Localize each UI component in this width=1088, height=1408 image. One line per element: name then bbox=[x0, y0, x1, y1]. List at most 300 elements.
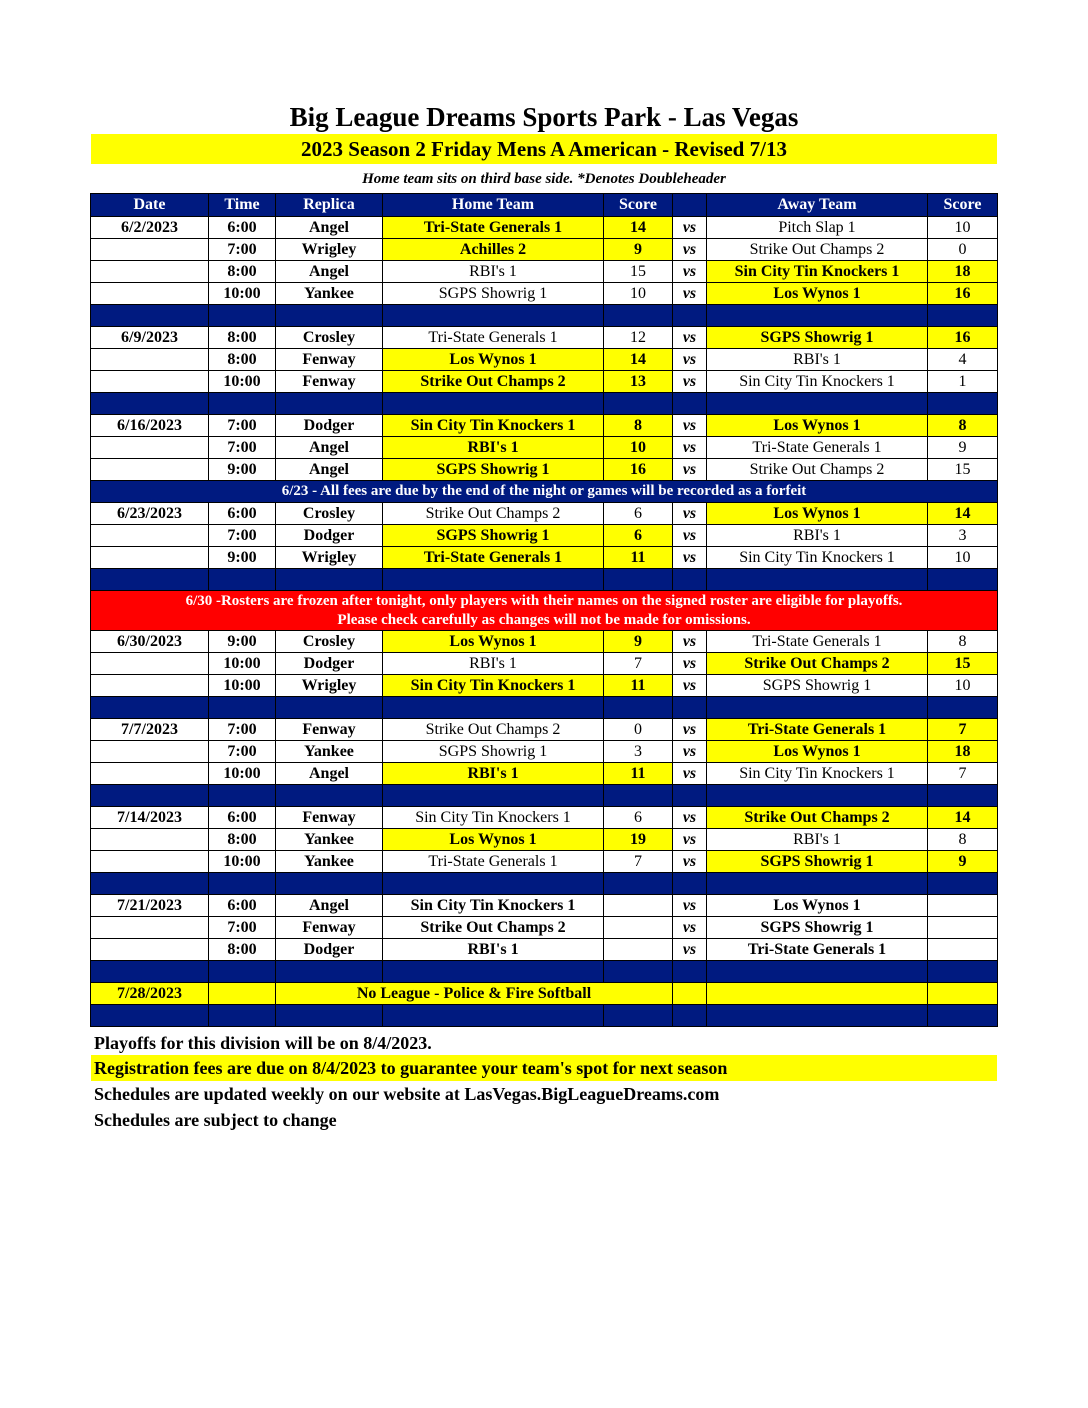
col-date: Date bbox=[91, 194, 209, 217]
home-score: 7 bbox=[604, 653, 673, 675]
away-team: SGPS Showrig 1 bbox=[707, 327, 928, 349]
vs-label: vs bbox=[673, 895, 707, 917]
game-field: Fenway bbox=[276, 371, 383, 393]
game-date: 7/7/2023 bbox=[91, 719, 209, 741]
vs-label: vs bbox=[673, 763, 707, 785]
vs-label: vs bbox=[673, 371, 707, 393]
separator-cell bbox=[928, 785, 998, 807]
vs-label: vs bbox=[673, 283, 707, 305]
game-field: Angel bbox=[276, 261, 383, 283]
away-team: Sin City Tin Knockers 1 bbox=[707, 547, 928, 569]
away-team: SGPS Showrig 1 bbox=[707, 851, 928, 873]
game-row bbox=[91, 525, 998, 547]
away-team: Strike Out Champs 2 bbox=[707, 239, 928, 261]
separator-cell bbox=[707, 873, 928, 895]
away-team: Los Wynos 1 bbox=[707, 895, 928, 917]
game-date bbox=[91, 349, 209, 371]
col-replica: Replica bbox=[276, 194, 383, 217]
home-score: 6 bbox=[604, 503, 673, 525]
home-team: Tri-State Generals 1 bbox=[383, 851, 604, 873]
game-time: 8:00 bbox=[209, 939, 276, 961]
home-team: Tri-State Generals 1 bbox=[383, 217, 604, 239]
vs-label: vs bbox=[673, 217, 707, 239]
home-team: RBI's 1 bbox=[383, 261, 604, 283]
game-row bbox=[91, 349, 998, 371]
home-team: SGPS Showrig 1 bbox=[383, 283, 604, 305]
week-separator bbox=[91, 569, 998, 591]
separator-cell bbox=[673, 305, 707, 327]
away-team: Sin City Tin Knockers 1 bbox=[707, 763, 928, 785]
away-team: Tri-State Generals 1 bbox=[707, 437, 928, 459]
week-separator bbox=[91, 393, 998, 415]
separator-cell bbox=[209, 305, 276, 327]
game-row bbox=[91, 239, 998, 261]
separator-cell bbox=[383, 961, 604, 983]
home-score: 16 bbox=[604, 459, 673, 481]
game-field: Yankee bbox=[276, 829, 383, 851]
game-date: 6/23/2023 bbox=[91, 503, 209, 525]
away-score: 9 bbox=[928, 437, 998, 459]
game-field: Angel bbox=[276, 437, 383, 459]
no-league-date: 7/28/2023 bbox=[91, 983, 209, 1005]
separator-cell bbox=[604, 697, 673, 719]
separator-cell bbox=[707, 305, 928, 327]
separator-cell bbox=[928, 393, 998, 415]
page-subtitle: 2023 Season 2 Friday Mens A American - Revised 7/13 bbox=[91, 134, 997, 164]
home-score: 11 bbox=[604, 763, 673, 785]
away-score: 4 bbox=[928, 349, 998, 371]
game-row bbox=[91, 829, 998, 851]
away-team: Los Wynos 1 bbox=[707, 415, 928, 437]
game-field: Wrigley bbox=[276, 547, 383, 569]
away-score: 1 bbox=[928, 371, 998, 393]
away-score: 10 bbox=[928, 547, 998, 569]
game-row bbox=[91, 763, 998, 785]
subject-to-change-note: Schedules are subject to change bbox=[94, 1110, 337, 1130]
away-score: 8 bbox=[928, 415, 998, 437]
game-row bbox=[91, 631, 998, 653]
separator-cell bbox=[673, 1005, 707, 1027]
no-league-row bbox=[91, 983, 998, 1005]
separator-cell bbox=[91, 961, 209, 983]
separator-cell bbox=[91, 569, 209, 591]
separator-cell bbox=[928, 697, 998, 719]
home-score: 13 bbox=[604, 371, 673, 393]
game-date bbox=[91, 741, 209, 763]
week-separator bbox=[91, 697, 998, 719]
home-score bbox=[604, 917, 673, 939]
vs-label: vs bbox=[673, 807, 707, 829]
separator-cell bbox=[91, 785, 209, 807]
away-score: 18 bbox=[928, 261, 998, 283]
away-score: 16 bbox=[928, 283, 998, 305]
roster-alert-row bbox=[91, 591, 998, 631]
home-score bbox=[604, 895, 673, 917]
game-time: 7:00 bbox=[209, 239, 276, 261]
home-score: 6 bbox=[604, 807, 673, 829]
home-score: 14 bbox=[604, 217, 673, 239]
separator-cell bbox=[383, 393, 604, 415]
game-time: 10:00 bbox=[209, 763, 276, 785]
vs-label: vs bbox=[673, 939, 707, 961]
separator-cell bbox=[209, 961, 276, 983]
away-team: Tri-State Generals 1 bbox=[707, 939, 928, 961]
home-team: SGPS Showrig 1 bbox=[383, 459, 604, 481]
col-away-score: Score bbox=[928, 194, 998, 217]
separator-cell bbox=[928, 305, 998, 327]
col-vs bbox=[673, 194, 707, 217]
game-time: 8:00 bbox=[209, 327, 276, 349]
separator-cell bbox=[276, 961, 383, 983]
game-time: 7:00 bbox=[209, 917, 276, 939]
home-score: 9 bbox=[604, 239, 673, 261]
separator-cell bbox=[276, 569, 383, 591]
separator-cell bbox=[928, 1005, 998, 1027]
game-date bbox=[91, 763, 209, 785]
away-score: 10 bbox=[928, 675, 998, 697]
game-date: 6/9/2023 bbox=[91, 327, 209, 349]
game-date bbox=[91, 459, 209, 481]
home-score: 3 bbox=[604, 741, 673, 763]
home-score: 9 bbox=[604, 631, 673, 653]
game-field: Fenway bbox=[276, 917, 383, 939]
away-score: 8 bbox=[928, 829, 998, 851]
vs-label: vs bbox=[673, 459, 707, 481]
game-time: 10:00 bbox=[209, 675, 276, 697]
game-time: 10:00 bbox=[209, 371, 276, 393]
game-date: 7/14/2023 bbox=[91, 807, 209, 829]
home-team: Achilles 2 bbox=[383, 239, 604, 261]
game-time: 6:00 bbox=[209, 503, 276, 525]
home-team: Strike Out Champs 2 bbox=[383, 371, 604, 393]
separator-cell bbox=[604, 961, 673, 983]
away-team: Strike Out Champs 2 bbox=[707, 807, 928, 829]
vs-label: vs bbox=[673, 503, 707, 525]
home-score bbox=[604, 939, 673, 961]
separator-cell bbox=[604, 393, 673, 415]
vs-label: vs bbox=[673, 917, 707, 939]
game-field: Crosley bbox=[276, 327, 383, 349]
vs-label: vs bbox=[673, 719, 707, 741]
separator-cell bbox=[707, 569, 928, 591]
home-team: RBI's 1 bbox=[383, 763, 604, 785]
game-time: 9:00 bbox=[209, 547, 276, 569]
vs-label: vs bbox=[673, 525, 707, 547]
home-team: Tri-State Generals 1 bbox=[383, 327, 604, 349]
away-team: Strike Out Champs 2 bbox=[707, 653, 928, 675]
col-home-team: Home Team bbox=[383, 194, 604, 217]
separator-cell bbox=[383, 697, 604, 719]
separator-cell bbox=[383, 873, 604, 895]
game-time: 6:00 bbox=[209, 217, 276, 239]
home-team: Los Wynos 1 bbox=[383, 829, 604, 851]
game-time: 10:00 bbox=[209, 283, 276, 305]
away-team: Tri-State Generals 1 bbox=[707, 719, 928, 741]
game-row bbox=[91, 459, 998, 481]
separator-cell bbox=[928, 569, 998, 591]
game-field: Fenway bbox=[276, 349, 383, 371]
game-field: Angel bbox=[276, 459, 383, 481]
game-row bbox=[91, 675, 998, 697]
home-team: RBI's 1 bbox=[383, 653, 604, 675]
separator-cell bbox=[276, 697, 383, 719]
away-score: 14 bbox=[928, 807, 998, 829]
home-team: Los Wynos 1 bbox=[383, 631, 604, 653]
home-team: Sin City Tin Knockers 1 bbox=[383, 415, 604, 437]
game-row bbox=[91, 283, 998, 305]
col-away-team: Away Team bbox=[707, 194, 928, 217]
separator-cell bbox=[604, 785, 673, 807]
playoffs-note: Playoffs for this division will be on 8/4/2023. bbox=[94, 1033, 432, 1053]
away-team: Tri-State Generals 1 bbox=[707, 631, 928, 653]
home-score: 10 bbox=[604, 283, 673, 305]
away-score: 7 bbox=[928, 763, 998, 785]
game-field: Yankee bbox=[276, 741, 383, 763]
game-field: Angel bbox=[276, 895, 383, 917]
empty-cell bbox=[707, 983, 928, 1005]
vs-label: vs bbox=[673, 675, 707, 697]
home-team: Los Wynos 1 bbox=[383, 349, 604, 371]
separator-cell bbox=[673, 697, 707, 719]
game-field: Angel bbox=[276, 763, 383, 785]
vs-label: vs bbox=[673, 261, 707, 283]
away-team: RBI's 1 bbox=[707, 829, 928, 851]
separator-cell bbox=[209, 697, 276, 719]
separator-cell bbox=[707, 393, 928, 415]
away-team: Strike Out Champs 2 bbox=[707, 459, 928, 481]
separator-cell bbox=[209, 785, 276, 807]
schedule-table bbox=[90, 193, 998, 1027]
game-row bbox=[91, 547, 998, 569]
away-score: 7 bbox=[928, 719, 998, 741]
away-team: SGPS Showrig 1 bbox=[707, 917, 928, 939]
separator-cell bbox=[673, 961, 707, 983]
home-score: 8 bbox=[604, 415, 673, 437]
home-score: 0 bbox=[604, 719, 673, 741]
game-field: Wrigley bbox=[276, 239, 383, 261]
fees-notice: 6/23 - All fees are due by the end of the night or games will be recorded as a forfeit bbox=[91, 481, 998, 503]
game-date bbox=[91, 851, 209, 873]
game-time: 7:00 bbox=[209, 719, 276, 741]
week-separator bbox=[91, 961, 998, 983]
game-row bbox=[91, 807, 998, 829]
separator-cell bbox=[604, 305, 673, 327]
home-team: Strike Out Champs 2 bbox=[383, 917, 604, 939]
away-team: Sin City Tin Knockers 1 bbox=[707, 371, 928, 393]
game-row bbox=[91, 653, 998, 675]
away-score: 9 bbox=[928, 851, 998, 873]
home-team: Sin City Tin Knockers 1 bbox=[383, 675, 604, 697]
game-date: 6/16/2023 bbox=[91, 415, 209, 437]
game-field: Yankee bbox=[276, 283, 383, 305]
header-row bbox=[91, 194, 998, 217]
away-score bbox=[928, 939, 998, 961]
registration-note: Registration fees are due on 8/4/2023 to guarantee your team's spot for next season bbox=[91, 1055, 997, 1081]
vs-label: vs bbox=[673, 631, 707, 653]
col-time: Time bbox=[209, 194, 276, 217]
home-team: Sin City Tin Knockers 1 bbox=[383, 895, 604, 917]
game-date: 7/21/2023 bbox=[91, 895, 209, 917]
away-team: RBI's 1 bbox=[707, 525, 928, 547]
separator-cell bbox=[707, 1005, 928, 1027]
game-time: 7:00 bbox=[209, 525, 276, 547]
separator-cell bbox=[707, 697, 928, 719]
vs-label: vs bbox=[673, 653, 707, 675]
week-separator bbox=[91, 305, 998, 327]
separator-cell bbox=[673, 873, 707, 895]
game-time: 10:00 bbox=[209, 653, 276, 675]
vs-label: vs bbox=[673, 547, 707, 569]
separator-cell bbox=[707, 961, 928, 983]
game-date bbox=[91, 371, 209, 393]
separator-cell bbox=[928, 873, 998, 895]
separator-cell bbox=[928, 961, 998, 983]
game-field: Yankee bbox=[276, 851, 383, 873]
separator-cell bbox=[276, 393, 383, 415]
game-date bbox=[91, 829, 209, 851]
away-team: Los Wynos 1 bbox=[707, 503, 928, 525]
vs-label: vs bbox=[673, 349, 707, 371]
vs-label: vs bbox=[673, 437, 707, 459]
game-field: Crosley bbox=[276, 503, 383, 525]
game-field: Dodger bbox=[276, 415, 383, 437]
game-date bbox=[91, 261, 209, 283]
separator-cell bbox=[673, 393, 707, 415]
away-score: 3 bbox=[928, 525, 998, 547]
separator-cell bbox=[209, 393, 276, 415]
game-date bbox=[91, 437, 209, 459]
game-field: Crosley bbox=[276, 631, 383, 653]
home-score: 19 bbox=[604, 829, 673, 851]
game-row bbox=[91, 437, 998, 459]
vs-label: vs bbox=[673, 741, 707, 763]
vs-label: vs bbox=[673, 829, 707, 851]
home-team: SGPS Showrig 1 bbox=[383, 741, 604, 763]
game-row bbox=[91, 939, 998, 961]
game-field: Fenway bbox=[276, 719, 383, 741]
separator-cell bbox=[276, 1005, 383, 1027]
game-time: 8:00 bbox=[209, 261, 276, 283]
game-time: 6:00 bbox=[209, 807, 276, 829]
week-separator bbox=[91, 1005, 998, 1027]
home-score: 12 bbox=[604, 327, 673, 349]
no-league-text: No League - Police & Fire Softball bbox=[276, 983, 673, 1005]
page-title: Big League Dreams Sports Park - Las Vegas bbox=[289, 102, 799, 132]
away-score bbox=[928, 917, 998, 939]
game-row bbox=[91, 741, 998, 763]
empty-cell bbox=[209, 983, 276, 1005]
away-team: RBI's 1 bbox=[707, 349, 928, 371]
home-score: 15 bbox=[604, 261, 673, 283]
separator-cell bbox=[673, 569, 707, 591]
away-team: Pitch Slap 1 bbox=[707, 217, 928, 239]
game-date bbox=[91, 239, 209, 261]
separator-cell bbox=[383, 1005, 604, 1027]
game-date bbox=[91, 917, 209, 939]
game-field: Dodger bbox=[276, 939, 383, 961]
away-score: 16 bbox=[928, 327, 998, 349]
game-row bbox=[91, 415, 998, 437]
separator-cell bbox=[209, 1005, 276, 1027]
game-field: Fenway bbox=[276, 807, 383, 829]
game-row bbox=[91, 895, 998, 917]
game-date bbox=[91, 283, 209, 305]
away-team: Los Wynos 1 bbox=[707, 283, 928, 305]
vs-label: vs bbox=[673, 851, 707, 873]
separator-cell bbox=[276, 873, 383, 895]
game-date bbox=[91, 547, 209, 569]
separator-cell bbox=[209, 873, 276, 895]
home-score: 10 bbox=[604, 437, 673, 459]
separator-cell bbox=[91, 393, 209, 415]
game-row bbox=[91, 503, 998, 525]
roster-alert-line: 6/30 -Rosters are frozen after tonight, only players with their names on the signed roster are eligible for playoffs. bbox=[185, 592, 903, 609]
separator-cell bbox=[383, 785, 604, 807]
game-date bbox=[91, 675, 209, 697]
game-time: 7:00 bbox=[209, 415, 276, 437]
game-row bbox=[91, 371, 998, 393]
col-home-score: Score bbox=[604, 194, 673, 217]
game-field: Wrigley bbox=[276, 675, 383, 697]
separator-cell bbox=[383, 569, 604, 591]
home-team: Strike Out Champs 2 bbox=[383, 503, 604, 525]
vs-label: vs bbox=[673, 327, 707, 349]
game-row bbox=[91, 261, 998, 283]
separator-cell bbox=[707, 785, 928, 807]
game-time: 7:00 bbox=[209, 437, 276, 459]
separator-cell bbox=[604, 569, 673, 591]
away-team: SGPS Showrig 1 bbox=[707, 675, 928, 697]
away-score: 14 bbox=[928, 503, 998, 525]
week-separator bbox=[91, 873, 998, 895]
separator-cell bbox=[91, 305, 209, 327]
game-row bbox=[91, 217, 998, 239]
home-score: 6 bbox=[604, 525, 673, 547]
away-team: Sin City Tin Knockers 1 bbox=[707, 261, 928, 283]
away-score: 15 bbox=[928, 653, 998, 675]
game-date bbox=[91, 653, 209, 675]
game-row bbox=[91, 327, 998, 349]
separator-cell bbox=[383, 305, 604, 327]
separator-cell bbox=[91, 873, 209, 895]
game-row bbox=[91, 719, 998, 741]
website-note: Schedules are updated weekly on our website at LasVegas.BigLeagueDreams.com bbox=[94, 1084, 720, 1104]
empty-cell bbox=[673, 983, 707, 1005]
schedule-body bbox=[91, 217, 998, 1027]
game-row bbox=[91, 851, 998, 873]
away-score bbox=[928, 895, 998, 917]
away-team: Los Wynos 1 bbox=[707, 741, 928, 763]
fees-notice-row bbox=[91, 481, 998, 503]
home-score: 14 bbox=[604, 349, 673, 371]
game-field: Dodger bbox=[276, 525, 383, 547]
away-score: 10 bbox=[928, 217, 998, 239]
game-date bbox=[91, 939, 209, 961]
home-team: RBI's 1 bbox=[383, 939, 604, 961]
home-score: 11 bbox=[604, 547, 673, 569]
game-field: Angel bbox=[276, 217, 383, 239]
separator-cell bbox=[91, 1005, 209, 1027]
game-time: 8:00 bbox=[209, 829, 276, 851]
game-time: 9:00 bbox=[209, 631, 276, 653]
game-field: Dodger bbox=[276, 653, 383, 675]
game-date bbox=[91, 525, 209, 547]
away-score: 8 bbox=[928, 631, 998, 653]
separator-cell bbox=[209, 569, 276, 591]
separator-cell bbox=[276, 305, 383, 327]
home-team-note: Home team sits on third base side. *Denotes Doubleheader bbox=[362, 171, 726, 187]
separator-cell bbox=[91, 697, 209, 719]
